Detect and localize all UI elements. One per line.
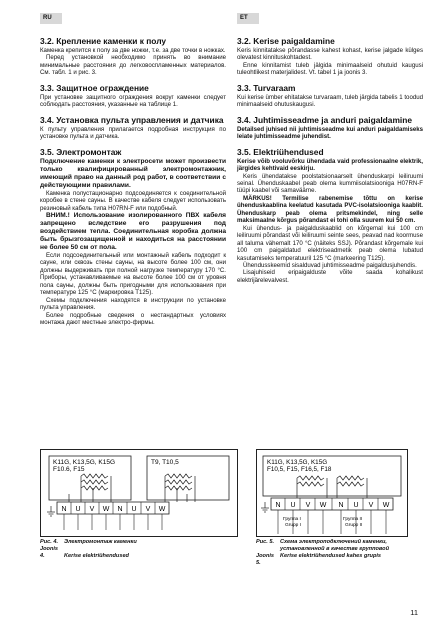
wiring-diagram-fig4 bbox=[40, 449, 238, 537]
terminal-w: W bbox=[102, 506, 110, 513]
paragraph-bold: Подключение каменки к электросети может произвести только квалифицированный электромонтажник, имеющий право на данный род работ, в соответствии с действующими правилами. bbox=[40, 157, 226, 189]
figure-caption-4 bbox=[40, 539, 236, 560]
column-ru bbox=[40, 36, 226, 327]
terminal-n: N bbox=[117, 506, 123, 513]
caption-text: Электромонтаж каменки bbox=[64, 539, 137, 545]
terminal-w: W bbox=[158, 506, 166, 513]
section-heading: 3.4. Juhtimisseadme ja anduri paigaldamine bbox=[237, 114, 413, 125]
paragraph-warning: ВНИМ.! Использование изолированного ПВХ кабеля запрещено вследствие его разрушения под воздействием тепла. Соединительная коробка должна быть брызгозащищенной и находиться на расстоянии не более 50 см от пола. bbox=[40, 211, 226, 251]
section-heading: 3.3. Turvaraam bbox=[237, 82, 296, 93]
heater-label-1: K11G, K13,5G, K15G bbox=[267, 459, 328, 466]
paragraph: Если подсоединительный или монтажный кабель подходит к сауне, или сквозь стены сауны, на высоте более 100 см, они должны выдерживать при полной нагрузке температуру 170 °C. Приборы, устанавливаемые на высоте более 100 см от уровня пола сауны, должны быть пригодными для использования при температуре 125 °C (маркировка T125). bbox=[40, 251, 226, 297]
terminal-u: U bbox=[131, 506, 137, 513]
figure-caption-5 bbox=[256, 539, 416, 567]
caption-text: Kerise elektriühendused kahes grupis bbox=[280, 553, 382, 559]
paragraph: Схемы подключения находятся в инструкции по установке пульта управления. bbox=[40, 296, 226, 312]
paragraph: При установке защитного ограждения вокруг каменки следует соблюдать расстояния, указанные на таблице 1. bbox=[40, 93, 226, 109]
terminal-v: V bbox=[368, 502, 374, 509]
paragraph: Kui ühendus- ja paigalduskaablid on kõrgemal kui 100 cm leiliruumi põrandast või leiliruumi seinte sees, peavad nad koormuse all taluma vähemalt 170 °C (näiteks SSJ). Põrandast kõrgemale kui 100 cm paigaldatud elektriseadmetik peab olema lubatud kasutamiseks temperatuuril 125 °C (markeering T125). bbox=[237, 224, 423, 262]
section-heading: 3.3. Защитное ограждение bbox=[40, 82, 149, 93]
lang-tag-et: ET bbox=[237, 13, 259, 24]
terminal-n: N bbox=[338, 502, 344, 509]
paragraph: Ühendusskeemid sisalduvad juhtimisseadme paigaldusjuhendis. bbox=[243, 261, 417, 269]
section-heading: 3.4. Установка пульта управления и датчика bbox=[40, 114, 224, 125]
paragraph: Keris ühendatakse poolstatsionaarselt ühenduskarpi leiliruumi seinal. Ühenduskaabel peab olema kummiisolatsiooniga H07RN-F tüüpi kaabel või samaväärne. bbox=[237, 172, 423, 195]
terminal-n: N bbox=[275, 502, 281, 509]
terminal-u: U bbox=[75, 506, 81, 513]
group-1-label-ru: Группа I bbox=[283, 517, 301, 522]
ground-icon bbox=[47, 506, 55, 516]
caption-number: Рис. 5. bbox=[256, 539, 275, 545]
heater-label-2: F10,5, F15, F16,5, F18 bbox=[267, 466, 332, 473]
caption-text: Kerise elektriühendused bbox=[64, 553, 129, 559]
paragraph: Каменка полустационарно подсоединяется к соединительной коробке в стене сауны. В качестве кабеля следует использовать резиновый кабель типа H07RN-F или подобный. bbox=[40, 189, 226, 212]
group-2-label-et: Grupp II bbox=[345, 523, 363, 528]
caption-number: Joonis 4. bbox=[40, 546, 59, 559]
terminal-w: W bbox=[382, 502, 390, 509]
paragraph: Keris kinnitatakse põrandasse kahest kohast, kerise jalgade külges olevatest kinnituskohtadest. bbox=[237, 47, 423, 62]
heater-label-a2: F10.6, F15 bbox=[53, 466, 85, 473]
paragraph: К пульту управления прилагается подробная инструкция по установке пульта и датчика. bbox=[40, 125, 226, 141]
caption-number: Joonis 5. bbox=[256, 553, 275, 566]
paragraph: Kui kerise ümber ehitatakse turvaraam, tuleb järgida tabelis 1 toodud minimaalseid ohutuskaugusi. bbox=[237, 93, 423, 109]
terminal-w: W bbox=[319, 502, 327, 509]
paragraph: Detailsed juhised nii juhtimisseadme kui anduri paigaldamiseks leiate juhtimisseadme juhendist. bbox=[237, 125, 423, 141]
terminal-n: N bbox=[61, 506, 67, 513]
terminal-u: U bbox=[353, 502, 359, 509]
paragraph: Перед установкой необходимо принять во внимание минимальные расстояния до легковоспламенных материалов. См. табл. 1 и рис. 3. bbox=[40, 54, 226, 77]
paragraph: Более подробные сведения о нестандартных условиях монтажа дают местные электро-фирмы. bbox=[40, 311, 226, 327]
group-1-label-et: Grupp I bbox=[285, 523, 301, 528]
paragraph: Lisajuhiseid eripaigalduste võite saada kohalikust elektrijärelevalvest. bbox=[237, 269, 423, 284]
heater-label-a1: K11G, K13,5G, K15G bbox=[53, 459, 116, 466]
caption-number: Рис. 4. bbox=[40, 539, 59, 545]
group-2-label-ru: Группа II bbox=[343, 517, 363, 522]
terminal-u: U bbox=[290, 502, 296, 509]
paragraph: Каменка крепится к полу за две ножки, т.е. за две точки в ножках. bbox=[40, 47, 226, 54]
caption-text: Схема электроподключений каменки, установленной в качестве групповой bbox=[280, 539, 389, 552]
terminal-v: V bbox=[89, 506, 95, 513]
section-heading: 3.2. Крепление каменки к полу bbox=[40, 36, 167, 46]
wiring-diagram-fig5 bbox=[256, 449, 408, 537]
section-heading: 3.5. Elektriühendused bbox=[237, 146, 324, 157]
paragraph-warning: MÄRKUS! Termilise rabenemise tõttu on kerise ühenduskaablina keelatud kasutada PVC-isolatsiooniga kaablit. Ühenduskarp peab olema pritsmekindel, ning selle maksimaalne kõrgus põrandast ei tohi olla suurem kui 50 cm. bbox=[237, 194, 423, 225]
ground-icon bbox=[261, 502, 269, 512]
lang-tag-ru: RU bbox=[40, 13, 62, 24]
terminal-v: V bbox=[305, 502, 311, 509]
heater-label-b: T9, T10,5 bbox=[151, 459, 179, 466]
page-number: 11 bbox=[410, 608, 418, 617]
section-heading: 3.2. Kerise paigaldamine bbox=[237, 36, 335, 46]
terminal-v: V bbox=[145, 506, 151, 513]
column-et bbox=[237, 36, 423, 284]
paragraph-bold: Kerise võib vooluvõrku ühendada vaid professionaalne elektrik, järgides kehtivaid eeskirju. bbox=[237, 157, 423, 173]
section-heading: 3.5. Электромонтаж bbox=[40, 146, 122, 157]
paragraph: Enne kinnitamist tuleb jälgida minimaalseid ohutuid kaugusi tuleohtlikest materjalidest. Vt. tabel 1 ja joonis 3. bbox=[237, 61, 423, 77]
